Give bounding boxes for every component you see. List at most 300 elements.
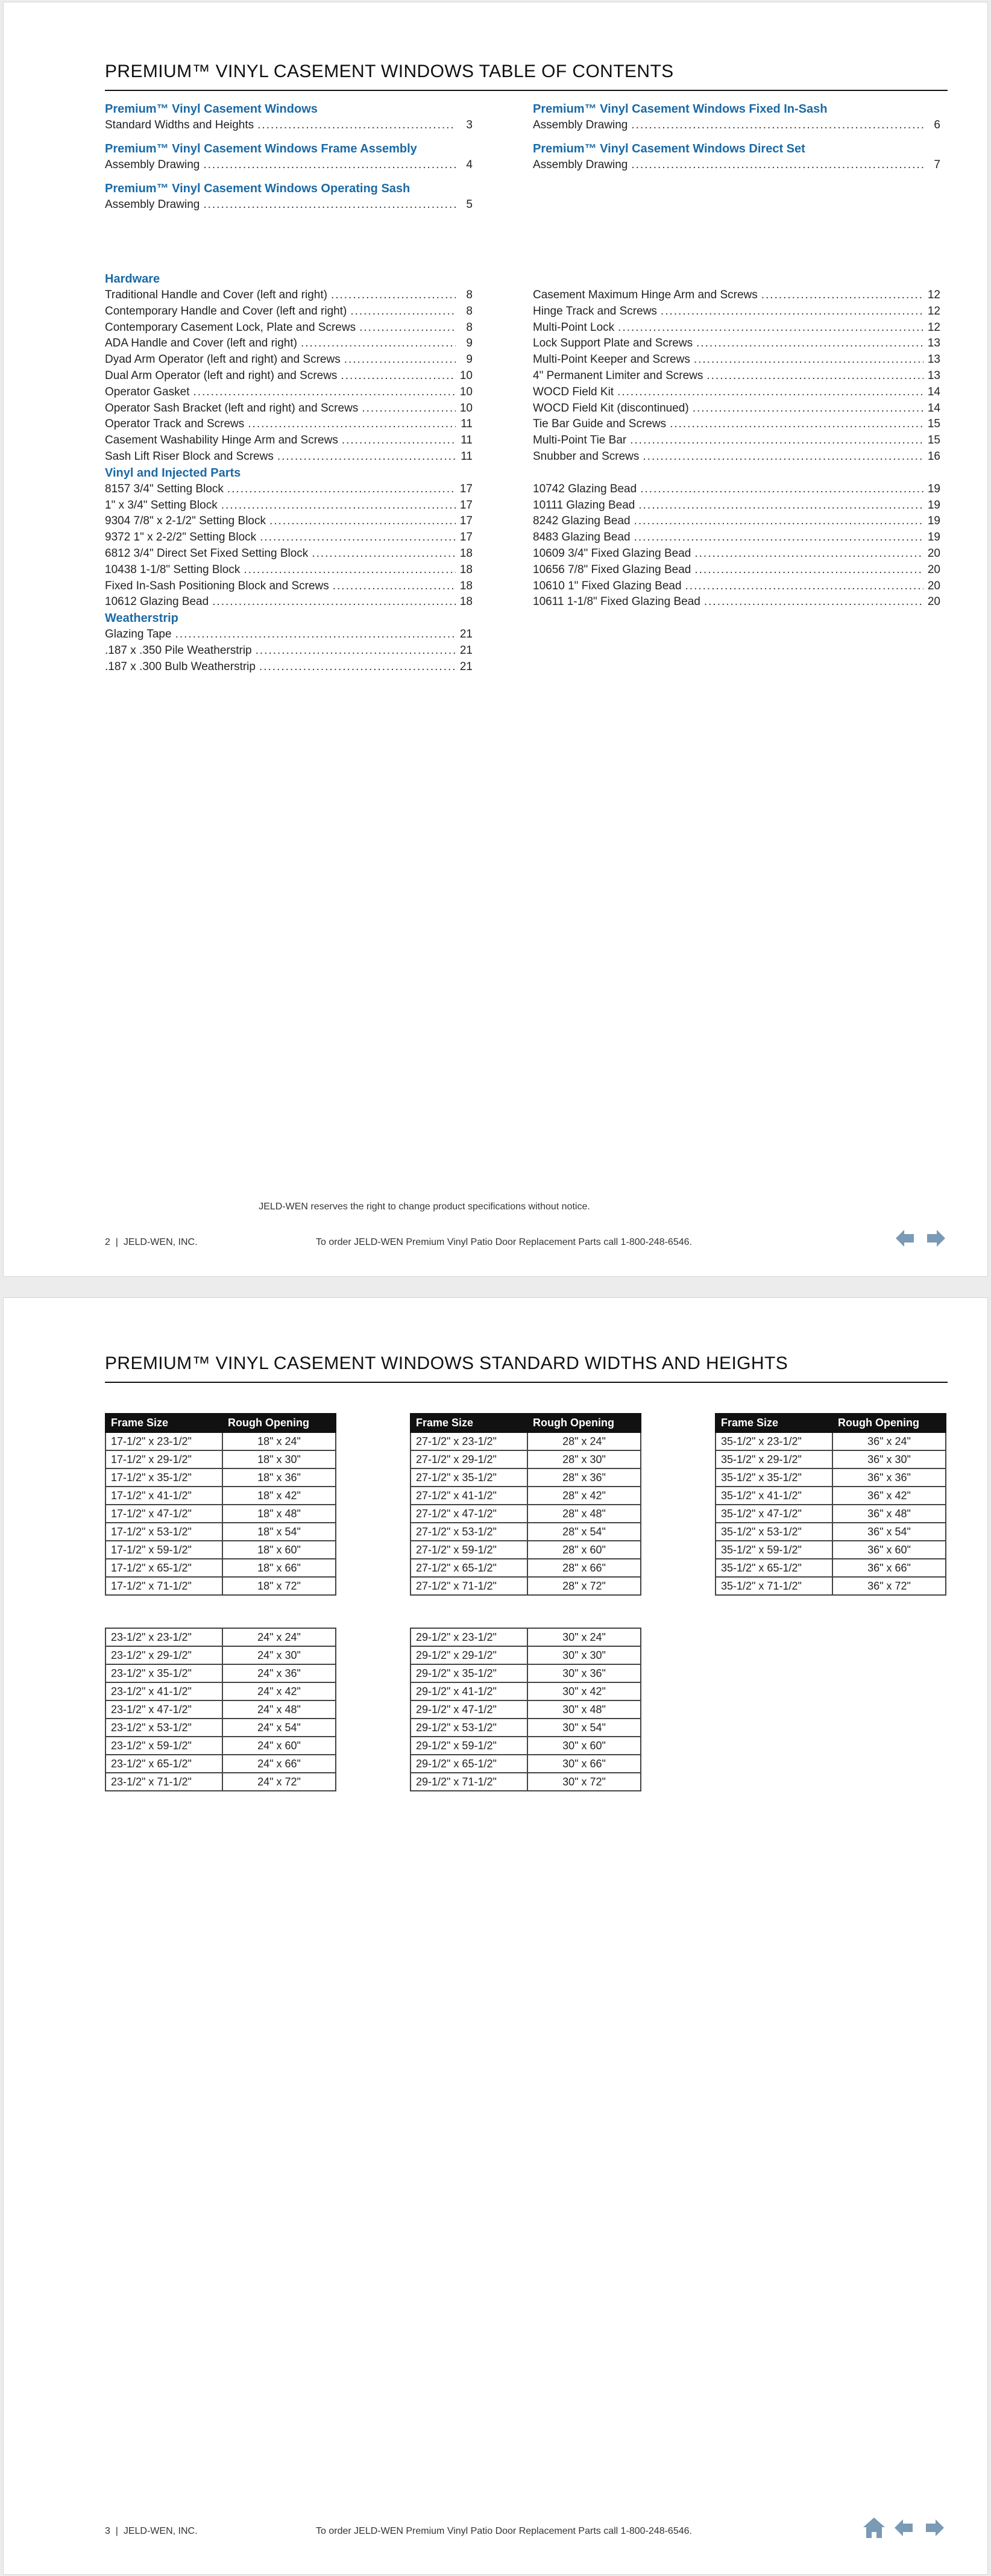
toc-entry[interactable] <box>533 336 940 352</box>
dot-leader <box>359 320 456 336</box>
rough-opening-cell: 24" x 72" <box>222 1773 336 1791</box>
toc-entry-page: 20 <box>927 595 940 609</box>
toc-entry[interactable] <box>105 513 473 530</box>
toc-entry[interactable]: Assembly Drawing ..... 5 <box>105 197 473 213</box>
rough-opening-cell: 18" x 24" <box>222 1432 336 1450</box>
toc-entry-page: 8 <box>466 304 473 318</box>
toc-entry[interactable]: Standard Widths and Heights ..... 3 <box>105 118 473 134</box>
rough-opening-cell: 30" x 42" <box>527 1682 641 1700</box>
dot-leader <box>643 449 923 465</box>
dot-leader <box>638 498 923 514</box>
toc-entry[interactable] <box>533 433 940 449</box>
table-row <box>411 1505 641 1523</box>
rough-opening-cell: 36" x 30" <box>832 1450 946 1468</box>
toc-entry-page: 10 <box>459 369 473 382</box>
rough-opening-cell: 36" x 54" <box>832 1523 946 1541</box>
table-row <box>105 1577 336 1595</box>
frame-size-cell: 23-1/2" x 71-1/2" <box>105 1773 222 1791</box>
column-header-rough-opening: Rough Opening <box>832 1414 946 1432</box>
rough-opening-cell: 36" x 60" <box>832 1541 946 1559</box>
rough-opening-cell: 36" x 24" <box>832 1432 946 1450</box>
previous-page-icon[interactable] <box>895 1228 915 1249</box>
rough-opening-cell: 24" x 24" <box>222 1628 336 1646</box>
toc-entry[interactable] <box>105 659 473 675</box>
toc-entry-label: ADA Handle and Cover (left and right) <box>105 337 297 350</box>
toc-entry[interactable] <box>105 336 473 352</box>
toc-entry-label: 10111 Glazing Bead <box>533 498 635 512</box>
dot-leader <box>670 416 923 433</box>
dot-leader <box>761 287 923 304</box>
rough-opening-cell: 30" x 36" <box>527 1664 641 1682</box>
toc-entry-page: 18 <box>459 563 473 576</box>
page-title: PREMIUM™ VINYL CASEMENT WINDOWS TABLE OF CONTENTS <box>105 61 674 81</box>
previous-page-icon[interactable] <box>893 2518 914 2538</box>
toc-entry[interactable] <box>533 401 940 417</box>
toc-heading-hardware: Hardware <box>105 272 160 286</box>
toc-entry-label: Dyad Arm Operator (left and right) and Screws <box>105 353 341 366</box>
toc-entry[interactable] <box>105 384 473 401</box>
rough-opening-cell: 28" x 24" <box>527 1432 641 1450</box>
frame-size-cell: 17-1/2" x 53-1/2" <box>105 1523 222 1541</box>
table-row <box>716 1523 946 1541</box>
frame-size-cell: 27-1/2" x 41-1/2" <box>411 1487 527 1505</box>
rough-opening-cell: 18" x 30" <box>222 1450 336 1468</box>
toc-entry-label: 8483 Glazing Bead <box>533 531 631 544</box>
frame-size-cell: 29-1/2" x 29-1/2" <box>411 1646 527 1664</box>
toc-entry-page: 21 <box>459 644 473 657</box>
toc-entry[interactable] <box>105 530 473 546</box>
rough-opening-cell: 36" x 72" <box>832 1577 946 1595</box>
table-row <box>411 1646 641 1664</box>
frame-size-cell: 29-1/2" x 47-1/2" <box>411 1700 527 1719</box>
rough-opening-cell: 30" x 30" <box>527 1646 641 1664</box>
rough-opening-cell: 30" x 24" <box>527 1628 641 1646</box>
table-row <box>105 1682 336 1700</box>
dot-leader <box>630 433 923 449</box>
rough-opening-cell: 36" x 66" <box>832 1559 946 1577</box>
toc-entry-label: Operator Gasket <box>105 385 190 398</box>
toc-entry-page: 20 <box>927 563 940 576</box>
table-row <box>105 1559 336 1577</box>
toc-heading: Premium™ Vinyl Casement Windows Frame Assembly <box>105 142 417 155</box>
toc-entry-label: 10742 Glazing Bead <box>533 482 637 495</box>
frame-size-cell: 17-1/2" x 47-1/2" <box>105 1505 222 1523</box>
table-row <box>411 1773 641 1791</box>
rough-opening-cell: 18" x 42" <box>222 1487 336 1505</box>
toc-entry-page: 18 <box>459 595 473 609</box>
toc-entry-page: 8 <box>466 321 473 334</box>
toc-entry[interactable] <box>105 368 473 384</box>
dot-leader <box>221 498 456 514</box>
page-number: 3 <box>105 2526 110 2536</box>
table-row <box>411 1577 641 1595</box>
dot-leader <box>344 352 456 368</box>
rough-opening-cell: 28" x 30" <box>527 1450 641 1468</box>
toc-entry[interactable]: Assembly Drawing ..... 4 <box>105 157 473 174</box>
toc-entry-page: 12 <box>927 304 940 318</box>
dot-leader <box>301 336 456 352</box>
toc-parts-right <box>533 271 940 610</box>
frame-size-cell: 35-1/2" x 23-1/2" <box>716 1432 832 1450</box>
table-row <box>105 1432 336 1450</box>
dot-leader <box>696 336 923 352</box>
toc-entry[interactable] <box>533 416 940 433</box>
frame-size-cell: 35-1/2" x 35-1/2" <box>716 1468 832 1487</box>
toc-entry[interactable] <box>533 513 940 530</box>
rough-opening-cell: 30" x 48" <box>527 1700 641 1719</box>
rough-opening-cell: 24" x 30" <box>222 1646 336 1664</box>
frame-size-cell: 27-1/2" x 23-1/2" <box>411 1432 527 1450</box>
frame-size-cell: 23-1/2" x 35-1/2" <box>105 1664 222 1682</box>
toc-entry[interactable]: Assembly Drawing ..... 7 <box>533 157 940 174</box>
rough-opening-cell: 28" x 36" <box>527 1468 641 1487</box>
frame-size-cell: 29-1/2" x 65-1/2" <box>411 1755 527 1773</box>
table-row <box>716 1577 946 1595</box>
frame-size-cell: 29-1/2" x 35-1/2" <box>411 1664 527 1682</box>
toc-entry-page: 15 <box>927 434 940 447</box>
frame-size-cell: 17-1/2" x 65-1/2" <box>105 1559 222 1577</box>
frame-size-cell: 29-1/2" x 71-1/2" <box>411 1773 527 1791</box>
toc-entry-page: 12 <box>927 321 940 334</box>
dot-leader <box>341 368 456 384</box>
table-row <box>411 1700 641 1719</box>
dot-leader <box>277 449 456 465</box>
toc-entry[interactable] <box>533 449 940 465</box>
toc-entry-page: 18 <box>459 579 473 592</box>
toc-entry[interactable] <box>105 578 473 595</box>
dot-leader <box>618 320 923 336</box>
toc-heading-vinyl: Vinyl and Injected Parts <box>105 466 241 480</box>
table-row <box>411 1755 641 1773</box>
toc-entry-page: 19 <box>927 531 940 544</box>
table-row <box>105 1505 336 1523</box>
toc-entry-label: Operator Sash Bracket (left and right) and Screws <box>105 401 359 415</box>
toc-entry[interactable] <box>105 287 473 304</box>
toc-entry[interactable] <box>105 401 473 417</box>
table-row <box>411 1450 641 1468</box>
rough-opening-cell: 28" x 42" <box>527 1487 641 1505</box>
toc-entry[interactable] <box>105 352 473 368</box>
toc-heading: Premium™ Vinyl Casement Windows Fixed In-Sash <box>533 102 828 116</box>
rough-opening-cell: 36" x 36" <box>832 1468 946 1487</box>
home-icon[interactable] <box>862 2516 886 2539</box>
toc-entry-label: WOCD Field Kit (discontinued) <box>533 401 689 415</box>
toc-entry-page: 11 <box>461 434 473 447</box>
table-row <box>105 1487 336 1505</box>
dot-leader <box>248 416 456 433</box>
toc-entry-label: Contemporary Handle and Cover (left and right) <box>105 304 347 318</box>
table-row <box>716 1505 946 1523</box>
frame-size-cell: 23-1/2" x 53-1/2" <box>105 1719 222 1737</box>
table-row <box>411 1487 641 1505</box>
toc-entry-label: 10611 1-1/8" Fixed Glazing Bead <box>533 595 700 609</box>
toc-entry-label: .187 x .300 Bulb Weatherstrip <box>105 660 256 673</box>
frame-size-cell: 27-1/2" x 47-1/2" <box>411 1505 527 1523</box>
dot-leader <box>694 562 923 578</box>
size-table <box>105 1413 336 1596</box>
column-header-frame-size: Frame Size <box>716 1414 832 1432</box>
size-table <box>410 1628 641 1791</box>
rough-opening-cell: 18" x 66" <box>222 1559 336 1577</box>
toc-entry-label: 10656 7/8" Fixed Glazing Bead <box>533 563 691 576</box>
toc-entry[interactable] <box>533 287 940 304</box>
table-row <box>716 1559 946 1577</box>
dot-leader <box>333 578 456 595</box>
toc-entry-label: 9372 1" x 2-2/2" Setting Block <box>105 531 257 544</box>
frame-size-cell: 35-1/2" x 47-1/2" <box>716 1505 832 1523</box>
toc-entry-page: 17 <box>459 482 473 495</box>
dot-leader <box>193 384 456 401</box>
toc-entry-label: 10612 Glazing Bead <box>105 595 209 609</box>
table-row <box>105 1737 336 1755</box>
frame-size-cell: 35-1/2" x 59-1/2" <box>716 1541 832 1559</box>
company-name: JELD-WEN, INC. <box>123 1237 198 1247</box>
frame-size-cell: 35-1/2" x 41-1/2" <box>716 1487 832 1505</box>
dot-leader <box>312 546 456 562</box>
footer-page-info: 2 | JELD-WEN, INC. <box>105 1237 198 1247</box>
toc-entry-page: 13 <box>927 337 940 350</box>
legal-notice: JELD-WEN reserves the right to change product specifications without notice. <box>259 1202 590 1212</box>
toc-entry-label: Fixed In-Sash Positioning Block and Screws <box>105 579 329 592</box>
toc-entry-page: 10 <box>459 385 473 398</box>
toc-entry[interactable] <box>533 530 940 546</box>
frame-size-cell: 35-1/2" x 53-1/2" <box>716 1523 832 1541</box>
rough-opening-cell: 30" x 66" <box>527 1755 641 1773</box>
rough-opening-cell: 30" x 60" <box>527 1737 641 1755</box>
toc-entry-page: 9 <box>466 353 473 366</box>
toc-entry-label: Hinge Track and Screws <box>533 304 657 318</box>
toc-entry-page: 11 <box>461 418 473 431</box>
frame-size-cell: 29-1/2" x 53-1/2" <box>411 1719 527 1737</box>
frame-size-cell: 27-1/2" x 53-1/2" <box>411 1523 527 1541</box>
toc-entry[interactable] <box>533 562 940 578</box>
toc-entry-label: 8157 3/4" Setting Block <box>105 482 224 495</box>
toc-entry-page: 17 <box>459 498 473 512</box>
rough-opening-cell: 24" x 42" <box>222 1682 336 1700</box>
frame-size-cell: 23-1/2" x 23-1/2" <box>105 1628 222 1646</box>
table-row <box>105 1755 336 1773</box>
dot-leader <box>244 562 456 578</box>
toc-entry-label: Multi-Point Lock <box>533 321 615 334</box>
table-row <box>716 1432 946 1450</box>
table-row <box>411 1559 641 1577</box>
toc-entry-page: 13 <box>927 369 940 382</box>
toc-entry-page: 10 <box>459 401 473 415</box>
table-row <box>105 1468 336 1487</box>
toc-entry-label: Multi-Point Keeper and Screws <box>533 353 690 366</box>
toc-entry-label: Sash Lift Riser Block and Screws <box>105 450 274 463</box>
frame-size-cell: 29-1/2" x 59-1/2" <box>411 1737 527 1755</box>
dot-leader <box>212 594 456 610</box>
dot-leader <box>362 401 456 417</box>
next-page-icon[interactable] <box>925 2518 945 2538</box>
toc-sections-right <box>533 101 940 174</box>
dot-leader <box>331 287 456 304</box>
toc-entry[interactable] <box>105 546 473 562</box>
rough-opening-cell: 28" x 60" <box>527 1541 641 1559</box>
table-row <box>411 1432 641 1450</box>
dot-leader <box>634 530 923 546</box>
table-row <box>411 1541 641 1559</box>
table-row <box>105 1646 336 1664</box>
toc-entry[interactable] <box>533 384 940 401</box>
order-info: To order JELD-WEN Premium Vinyl Patio Door Replacement Parts call 1-800-248-6546. <box>316 1237 692 1247</box>
rough-opening-cell: 24" x 48" <box>222 1700 336 1719</box>
dot-leader <box>661 304 923 320</box>
toc-entry[interactable] <box>105 449 473 465</box>
toc-entry-label: 1" x 3/4" Setting Block <box>105 498 218 512</box>
toc-entry-label: Casement Washability Hinge Arm and Screws <box>105 434 338 447</box>
page-title: PREMIUM™ VINYL CASEMENT WINDOWS STANDARD WIDTHS AND HEIGHTS <box>105 1353 788 1373</box>
frame-size-cell: 17-1/2" x 29-1/2" <box>105 1450 222 1468</box>
toc-entry[interactable]: Assembly Drawing ..... 6 <box>533 118 940 134</box>
rough-opening-cell: 28" x 66" <box>527 1559 641 1577</box>
toc-entry-label: 10610 1" Fixed Glazing Bead <box>533 579 682 592</box>
company-name: JELD-WEN, INC. <box>123 2526 198 2536</box>
toc-entry-page: 8 <box>466 289 473 301</box>
toc-entry[interactable] <box>533 352 940 368</box>
dot-leader <box>617 384 923 401</box>
toc-heading-weatherstrip: Weatherstrip <box>105 612 178 625</box>
toc-entry-page: 19 <box>927 515 940 528</box>
toc-entry[interactable] <box>533 320 940 336</box>
dot-leader <box>694 546 923 562</box>
table-row <box>411 1737 641 1755</box>
table-row <box>105 1719 336 1737</box>
toc-entry-page: 13 <box>927 353 940 366</box>
toc-entry-page: 17 <box>459 515 473 528</box>
toc-entry-label: Glazing Tape <box>105 628 172 641</box>
toc-entry[interactable] <box>533 304 940 320</box>
dot-leader <box>342 433 456 449</box>
toc-entry[interactable] <box>533 498 940 514</box>
toc-entry-page: 19 <box>927 498 940 512</box>
dot-leader <box>694 352 923 368</box>
table-row <box>411 1628 641 1646</box>
table-row <box>105 1664 336 1682</box>
dot-leader <box>640 481 923 498</box>
table-row <box>716 1468 946 1487</box>
toc-entry[interactable] <box>105 562 473 578</box>
toc-entry-label: Multi-Point Tie Bar <box>533 434 627 447</box>
frame-size-cell: 35-1/2" x 29-1/2" <box>716 1450 832 1468</box>
toc-entry[interactable] <box>105 416 473 433</box>
dot-leader <box>227 481 456 498</box>
toc-entry-page: 14 <box>927 385 940 398</box>
frame-size-cell: 23-1/2" x 65-1/2" <box>105 1755 222 1773</box>
frame-size-cell: 27-1/2" x 71-1/2" <box>411 1577 527 1595</box>
next-page-icon[interactable] <box>926 1228 946 1249</box>
rough-opening-cell: 18" x 54" <box>222 1523 336 1541</box>
dot-leader <box>693 401 923 417</box>
toc-entry-page: 9 <box>466 337 473 350</box>
frame-size-cell: 23-1/2" x 41-1/2" <box>105 1682 222 1700</box>
toc-entry[interactable] <box>105 643 473 659</box>
dot-leader <box>175 627 456 643</box>
dot-leader <box>704 594 923 610</box>
rough-opening-cell: 28" x 48" <box>527 1505 641 1523</box>
toc-entry[interactable] <box>533 578 940 595</box>
frame-size-cell: 35-1/2" x 71-1/2" <box>716 1577 832 1595</box>
toc-entry[interactable] <box>533 546 940 562</box>
column-header-frame-size: Frame Size <box>411 1414 527 1432</box>
toc-entry-label: Casement Maximum Hinge Arm and Screws <box>533 289 758 301</box>
toc-entry-label: 10438 1-1/8" Setting Block <box>105 563 241 576</box>
rough-opening-cell: 24" x 60" <box>222 1737 336 1755</box>
table-row <box>105 1700 336 1719</box>
frame-size-cell: 23-1/2" x 47-1/2" <box>105 1700 222 1719</box>
title-rule <box>105 1382 948 1383</box>
frame-size-cell: 17-1/2" x 23-1/2" <box>105 1432 222 1450</box>
dot-leader <box>685 578 923 595</box>
size-table <box>410 1413 641 1596</box>
frame-size-cell: 17-1/2" x 35-1/2" <box>105 1468 222 1487</box>
frame-size-cell: 17-1/2" x 59-1/2" <box>105 1541 222 1559</box>
toc-entry-page: 19 <box>927 482 940 495</box>
toc-entry[interactable] <box>105 433 473 449</box>
toc-entry-label: 6812 3/4" Direct Set Fixed Setting Block <box>105 547 309 560</box>
toc-entry-label: Tie Bar Guide and Screws <box>533 418 667 431</box>
toc-entry-page: 21 <box>459 660 473 673</box>
toc-entry-label: 8242 Glazing Bead <box>533 515 631 528</box>
rough-opening-cell: 36" x 48" <box>832 1505 946 1523</box>
dot-leader <box>269 513 456 530</box>
toc-entry-label: 4" Permanent Limiter and Screws <box>533 369 703 382</box>
toc-entry-page: 11 <box>461 450 473 463</box>
toc-entry-page: 20 <box>927 547 940 560</box>
column-header-rough-opening: Rough Opening <box>222 1414 336 1432</box>
dot-leader <box>706 368 923 384</box>
toc-entry[interactable] <box>105 627 473 643</box>
rough-opening-cell: 28" x 72" <box>527 1577 641 1595</box>
toc-entry[interactable] <box>533 368 940 384</box>
rough-opening-cell: 28" x 54" <box>527 1523 641 1541</box>
table-row <box>105 1773 336 1791</box>
order-info: To order JELD-WEN Premium Vinyl Patio Door Replacement Parts call 1-800-248-6546. <box>316 2526 692 2536</box>
toc-entry-page: 18 <box>459 547 473 560</box>
toc-entry[interactable] <box>533 594 940 610</box>
dot-leader <box>256 643 456 659</box>
toc-entry[interactable] <box>105 594 473 610</box>
toc-entry-label: WOCD Field Kit <box>533 385 614 398</box>
toc-entry-page: 20 <box>927 579 940 592</box>
table-row <box>411 1664 641 1682</box>
toc-entry-page: 12 <box>927 289 940 301</box>
toc-entry[interactable] <box>533 481 940 498</box>
toc-entry-label: 10609 3/4" Fixed Glazing Bead <box>533 547 691 560</box>
page-standard-sizes <box>4 1298 987 2574</box>
toc-entry-label: Snubber and Screws <box>533 450 640 463</box>
frame-size-cell: 27-1/2" x 65-1/2" <box>411 1559 527 1577</box>
toc-entry[interactable] <box>105 498 473 514</box>
toc-entry[interactable] <box>105 320 473 336</box>
frame-size-cell: 17-1/2" x 71-1/2" <box>105 1577 222 1595</box>
toc-entry-label: Operator Track and Screws <box>105 418 245 431</box>
table-row <box>105 1541 336 1559</box>
table-row <box>105 1450 336 1468</box>
table-row <box>411 1523 641 1541</box>
rough-opening-cell: 24" x 36" <box>222 1664 336 1682</box>
toc-heading: Premium™ Vinyl Casement Windows Direct Set <box>533 142 805 155</box>
size-table <box>715 1413 946 1596</box>
footer-page-info: 3 | JELD-WEN, INC. <box>105 2526 198 2536</box>
toc-entry[interactable] <box>105 481 473 498</box>
toc-sections-left <box>105 101 473 213</box>
rough-opening-cell: 24" x 66" <box>222 1755 336 1773</box>
toc-entry[interactable] <box>105 304 473 320</box>
table-row <box>716 1487 946 1505</box>
toc-parts-left <box>105 271 473 675</box>
